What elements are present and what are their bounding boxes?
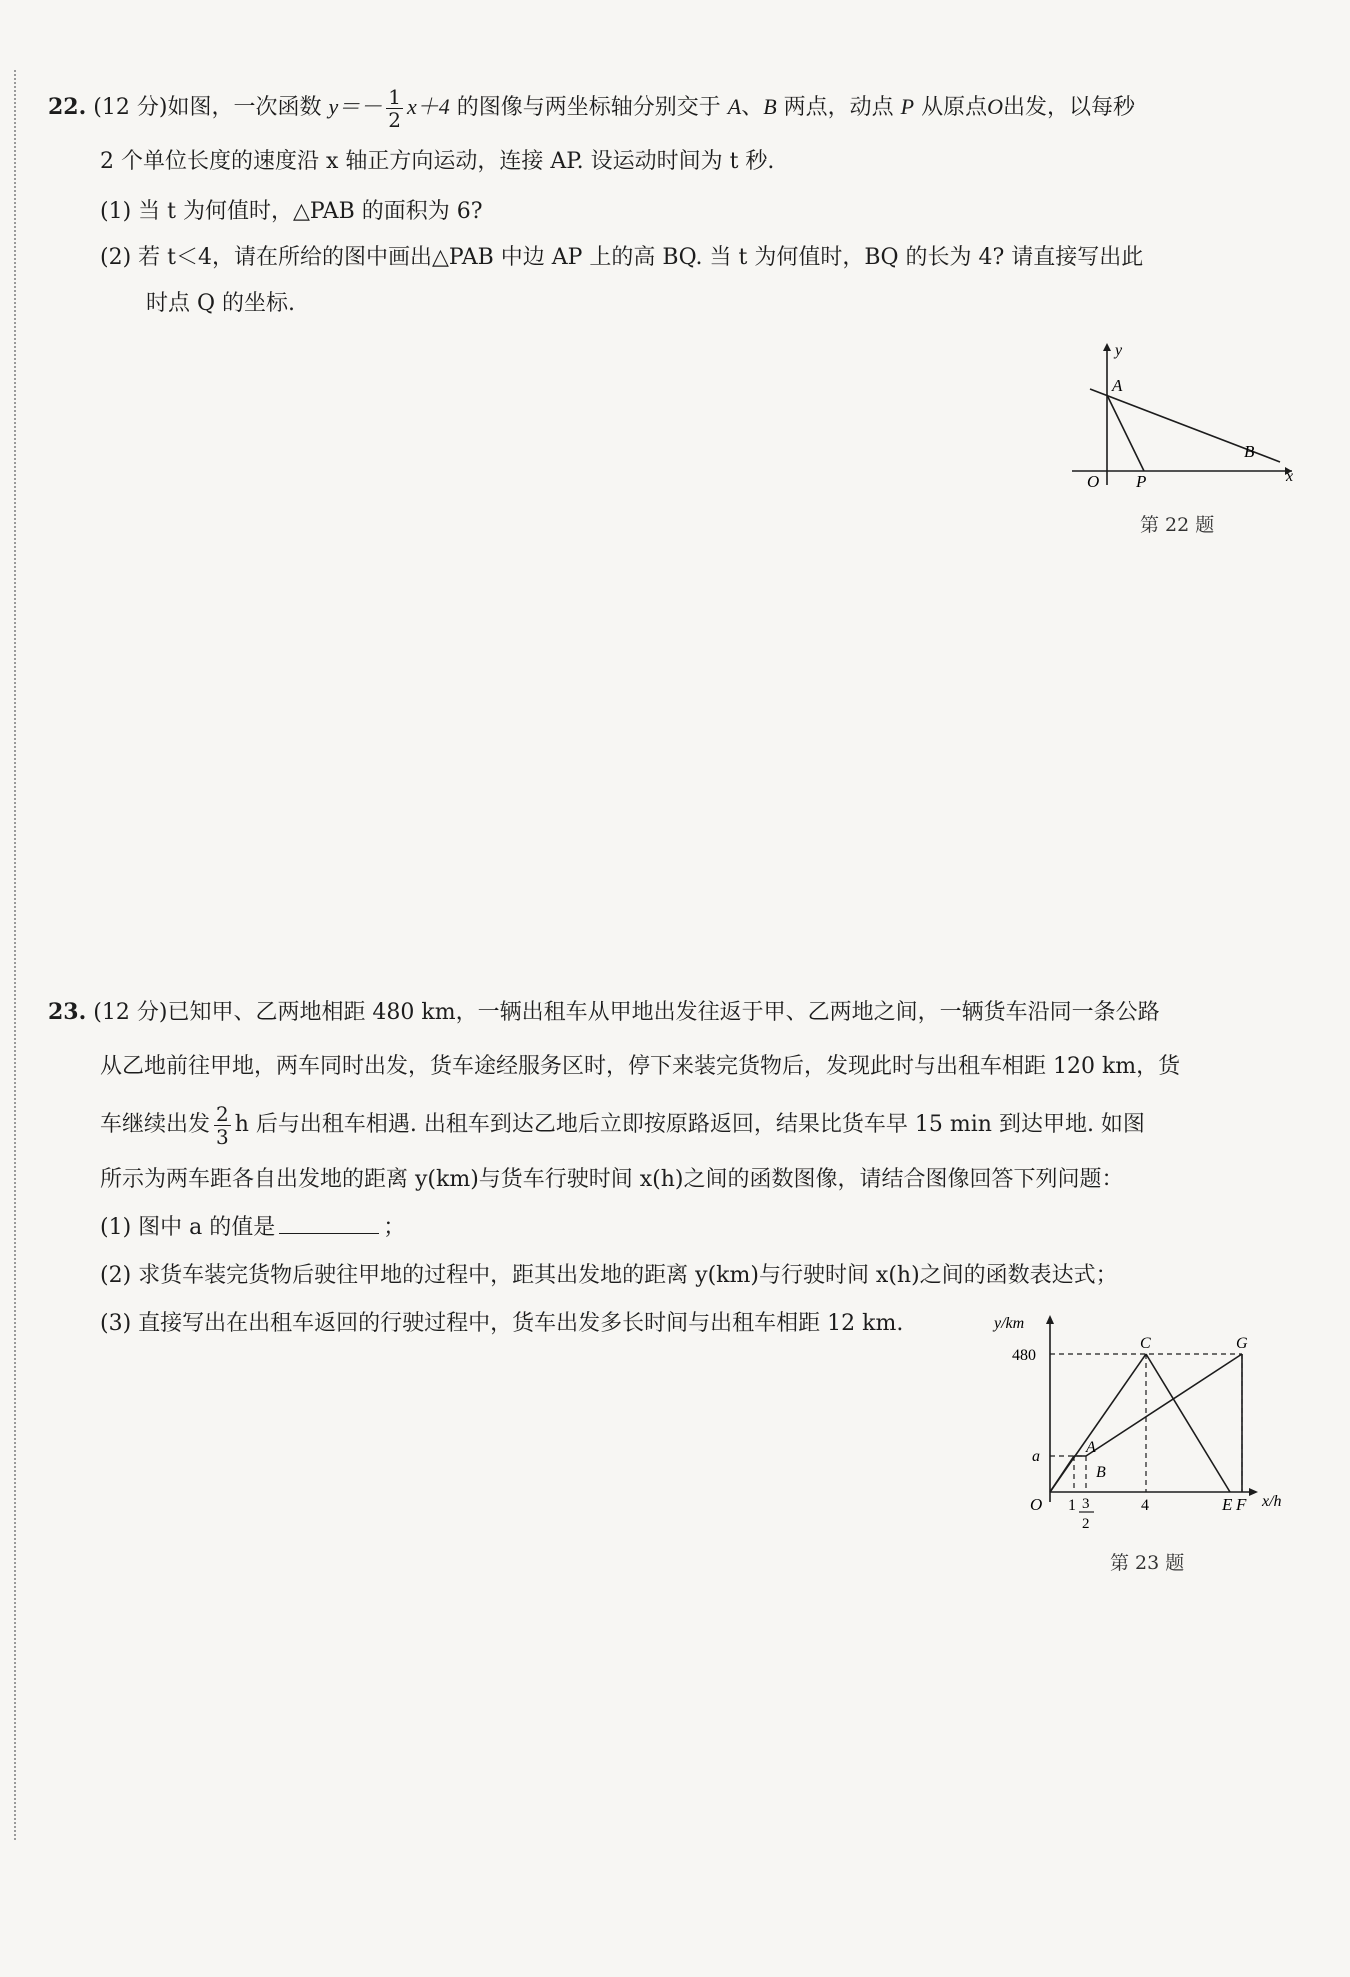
- q23-fig-label-b-pt: B: [1096, 1464, 1106, 1481]
- q22-fig-label-a: A: [1112, 376, 1123, 395]
- q22-eq-frac-num: 1: [388, 84, 401, 109]
- q22-part-2a: (2) 若 t＜4，请在所给的图中画出△PAB 中边 AP 上的高 BQ. 当 t 为何值时，BQ 的长为 4? 请直接写出此: [100, 245, 1144, 270]
- q23-answer-blank[interactable]: [279, 1211, 379, 1234]
- q22-intro-2: 的图像与两坐标轴分别交于: [456, 95, 721, 120]
- q23-x-arrow: [1249, 1488, 1258, 1496]
- q22-part-1: (1) 当 t 为何值时，△PAB 的面积为 6?: [100, 199, 483, 224]
- question-22: [48, 80, 1308, 327]
- q23-score: (12 分): [93, 1000, 168, 1025]
- q23-line-3b: h 后与出租车相遇. 出租车到达乙地后立即按原路返回，结果比货车早 15 min 到达甲地. 如图: [234, 1112, 1145, 1137]
- q23-frac-num: 2: [216, 1101, 229, 1126]
- q22-fig-label-p: P: [1136, 472, 1147, 491]
- q22-number: 22.: [48, 94, 87, 120]
- q23-figure: [990, 1310, 1320, 1560]
- q23-fraction: [214, 1103, 231, 1148]
- q22-separator: 、: [741, 95, 764, 120]
- q23-line-ce: [1146, 1354, 1230, 1492]
- q23-fig-tick-frac-num: 3: [1082, 1496, 1090, 1512]
- q23-fig-label-x: x/h: [1262, 1493, 1282, 1510]
- q22-part-2b: 时点 Q 的坐标.: [146, 291, 296, 316]
- q22-fig-label-y: y: [1115, 342, 1123, 359]
- q23-fig-label-c: C: [1140, 1335, 1151, 1352]
- q23-part-2: (2) 求货车装完货物后驶往甲地的过程中，距其出发地的距离 y(km)与行驶时间 x(h)之间的函数表达式；: [100, 1263, 1118, 1288]
- q23-line-2: 从乙地前往甲地，两车同时出发，货车途经服务区时，停下来装完货物后，发现此时与出租车相距 120 km，货: [100, 1054, 1181, 1079]
- q22-eq-frac-den: 2: [388, 107, 401, 132]
- q23-fig-tick-frac-den: 2: [1082, 1516, 1090, 1532]
- q22-segment-ap: [1107, 395, 1144, 471]
- binding-margin-line: [14, 70, 16, 1840]
- q23-y-arrow: [1046, 1315, 1054, 1324]
- q23-line-3: [48, 1094, 1308, 1156]
- q22-point-a: A: [727, 94, 742, 119]
- q23-line-3a: 车继续出发: [100, 1112, 211, 1137]
- q23-line-1: [48, 985, 1308, 1040]
- q22-line-1: [48, 80, 1308, 135]
- q23-fig-label-a-pt: A: [1086, 1439, 1096, 1456]
- q23-fig-tick-1: 1: [1068, 1497, 1076, 1514]
- q23-fig-label-y: y/km: [994, 1315, 1025, 1332]
- q23-part-1b: ；: [383, 1215, 406, 1240]
- question-23: [48, 985, 1308, 1348]
- q22-eq-rhs: x＋4: [406, 94, 450, 119]
- q22-y-arrow: [1103, 343, 1111, 351]
- q23-text-1: 已知甲、乙两地相距 480 km，一辆出租车从甲地出发往返于甲、乙两地之间，一辆货车沿同一条公路: [167, 1000, 1160, 1025]
- q22-eq-lhs: y＝－: [328, 94, 383, 119]
- q22-intro-3: 两点，动点: [783, 95, 894, 120]
- q22-intro-5: 出发，以每秒: [1003, 95, 1136, 120]
- q23-fig-tick-a: a: [1032, 1448, 1040, 1465]
- q23-fig-tick-480: 480: [1012, 1347, 1036, 1364]
- q22-fig-label-o: O: [1087, 472, 1100, 491]
- q22-intro-1: 如图，一次函数: [167, 95, 322, 120]
- q22-intro-4: 从原点: [921, 95, 988, 120]
- q22-figure-caption: 第 22 题: [1140, 514, 1215, 536]
- q23-part-1: [48, 1204, 1308, 1252]
- q22-eq-fraction: [386, 86, 403, 131]
- q23-part-3: (3) 直接写出在出租车返回的行驶过程中，货车出发多长时间与出租车相距 12 km.: [100, 1311, 904, 1336]
- q22-fig-label-b: B: [1244, 442, 1255, 461]
- q23-fig-label-o: O: [1030, 1495, 1043, 1514]
- q23-part-1a: (1) 图中 a 的值是: [100, 1215, 276, 1240]
- q22-fig-label-x: x: [1286, 468, 1294, 485]
- q22-figure: [1060, 335, 1320, 495]
- q23-fig-label-g: G: [1236, 1335, 1248, 1352]
- q23-fig-label-e: E: [1222, 1495, 1233, 1514]
- q23-fig-label-f: F: [1236, 1495, 1247, 1514]
- q23-number: 23.: [48, 999, 87, 1025]
- q22-point-p: P: [900, 94, 915, 119]
- q23-frac-den: 3: [216, 1124, 229, 1149]
- q23-line-4: 所示为两车距各自出发地的距离 y(km)与货车行驶时间 x(h)之间的函数图像，请结合图像回答下列问题：: [100, 1167, 1124, 1192]
- q22-point-b: B: [763, 94, 777, 119]
- q22-point-o: O: [987, 94, 1004, 119]
- q22-score: (12 分): [93, 95, 168, 120]
- q23-fig-tick-4: 4: [1141, 1497, 1149, 1514]
- q23-figure-caption: 第 23 题: [1110, 1552, 1185, 1574]
- q22-line-2: 2 个单位长度的速度沿 x 轴正方向运动，连接 AP. 设运动时间为 t 秒.: [100, 149, 775, 174]
